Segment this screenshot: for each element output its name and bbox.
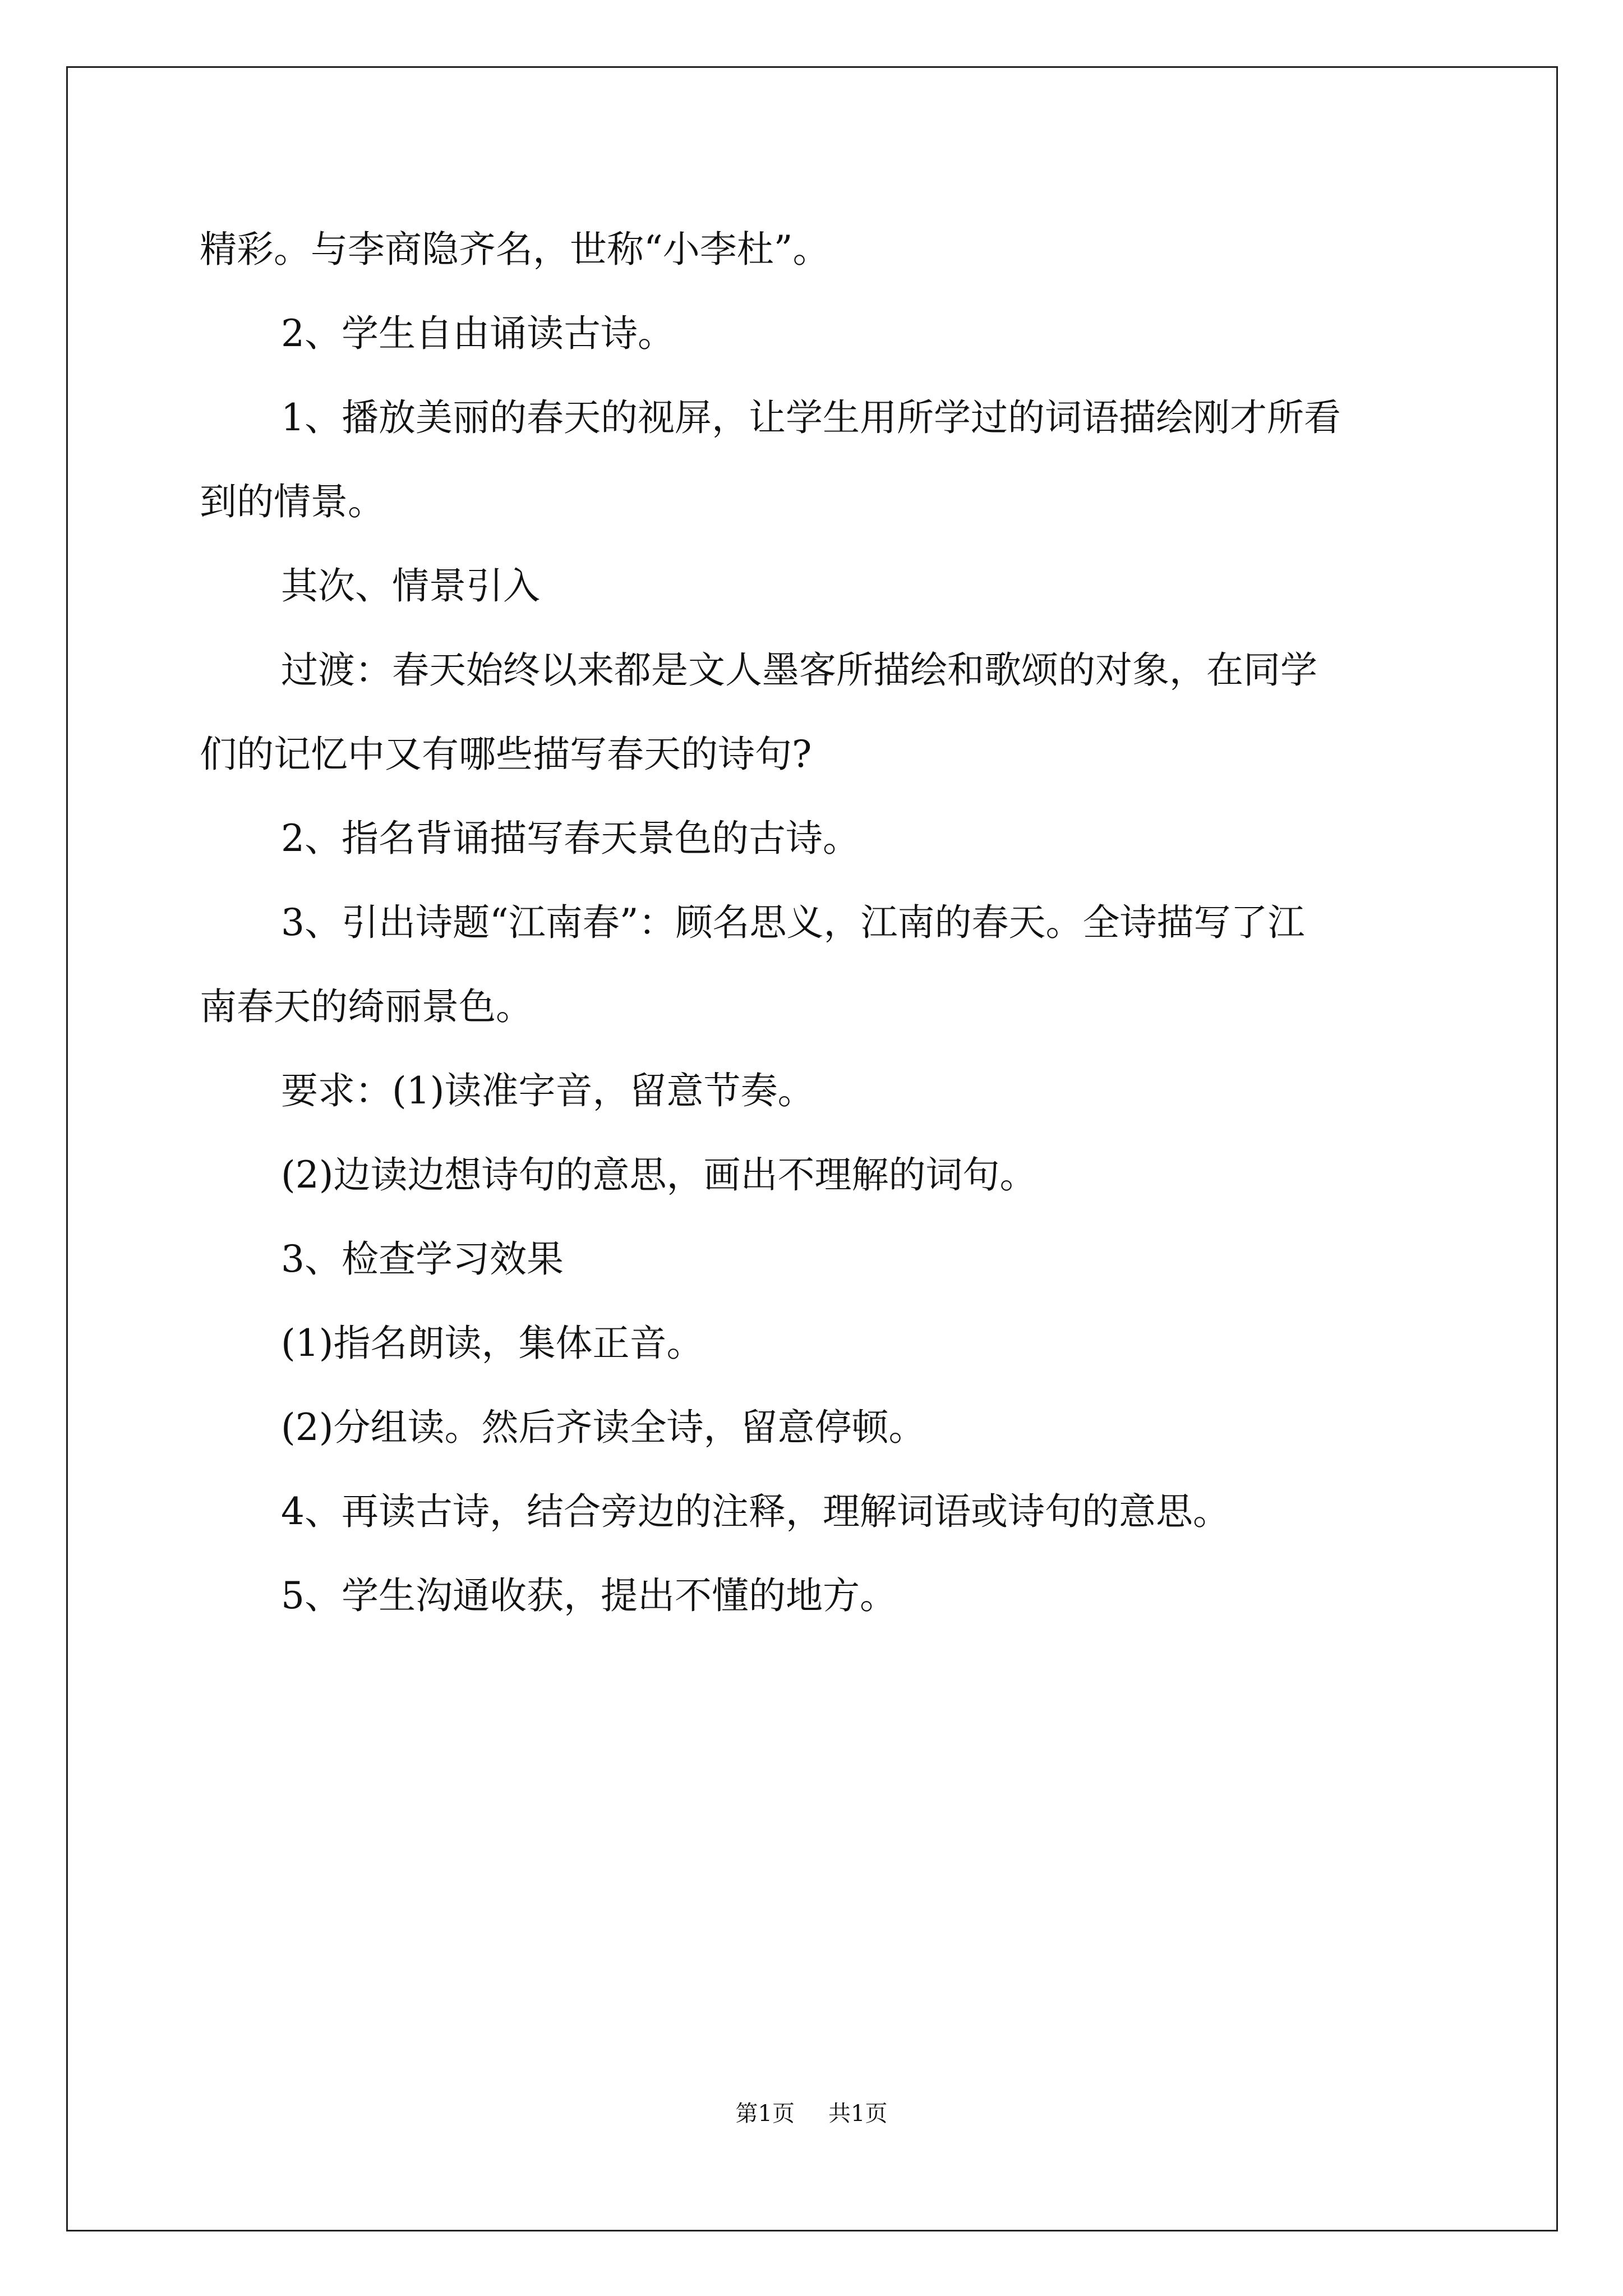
paragraph: (1)指名朗读，集体正音。	[281, 1322, 704, 1365]
page-total: 共1页	[828, 2101, 888, 2127]
paragraph: 2、学生自由诵读古诗。	[281, 312, 675, 355]
page-footer	[0, 2097, 1623, 2131]
paragraph: 2、指名背诵描写春天景色的古诗。	[281, 817, 860, 860]
page-number: 第1页	[735, 2101, 795, 2127]
paragraph: 过渡：春天始终以来都是文人墨客所描绘和歌颂的对象，在同学	[281, 648, 1317, 692]
paragraph: 5、学生沟通收获，提出不懂的地方。	[281, 1574, 897, 1617]
paragraph: 4、再读古诗，结合旁边的注释，理解词语或诗句的意思。	[281, 1490, 1230, 1533]
paragraph: 南春天的绮丽景色。	[200, 985, 533, 1028]
paragraph: 要求：(1)读准字音，留意节奏。	[281, 1069, 815, 1112]
section-heading: 其次、情景引入	[281, 564, 540, 608]
paragraph: 3、引出诗题“江南春”：顾名思义，江南的春天。全诗描写了江	[281, 901, 1305, 944]
paragraph: 3、检查学习效果	[281, 1237, 564, 1281]
paragraph: (2)边读边想诗句的意思，画出不理解的词句。	[281, 1153, 1037, 1197]
paragraph: (2)分组读。然后齐读全诗，留意停顿。	[281, 1406, 926, 1449]
paragraph: 精彩。与李商隐齐名，世称“小李杜”。	[200, 228, 830, 271]
document-body	[200, 208, 1433, 1638]
paragraph: 们的记忆中又有哪些描写春天的诗句?	[200, 733, 812, 776]
paragraph: 到的情景。	[200, 480, 385, 523]
paragraph: 1、播放美丽的春天的视屏，让学生用所学过的词语描绘刚才所看	[281, 396, 1341, 439]
